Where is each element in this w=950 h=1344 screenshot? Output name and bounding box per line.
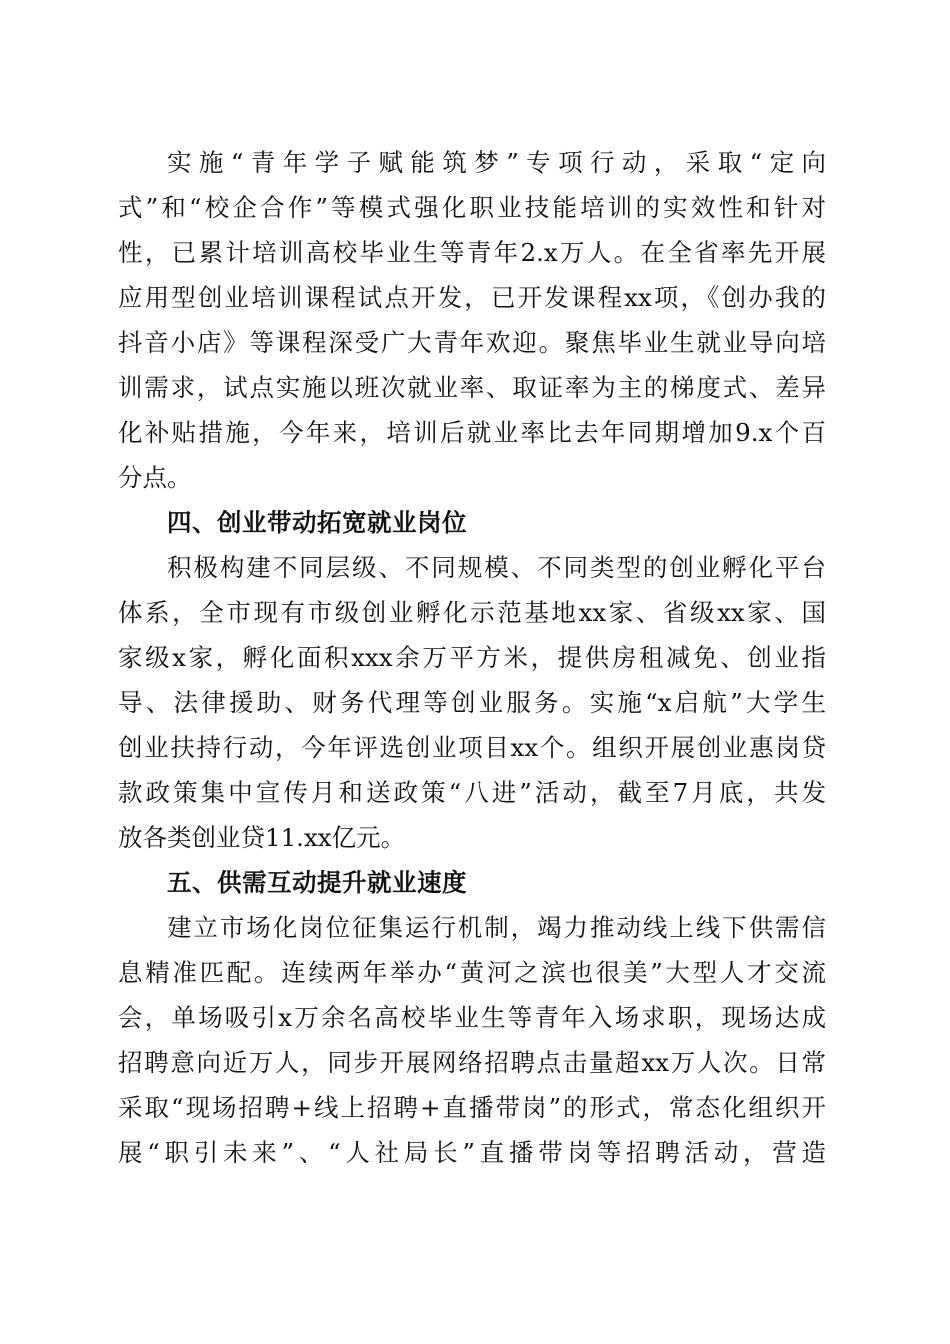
paragraph-line: 采取“现场招聘+线上招聘+直播带岗”的形式，常态化组织开 — [118, 1093, 826, 1122]
paragraph-line: 训需求，试点实施以班次就业率、取证率为主的梯度式、差异 — [118, 373, 826, 402]
paragraph-line: 应用型创业培训课程试点开发，已开发课程xx项，《创办我的 — [118, 283, 826, 312]
paragraph-line: 息精准匹配。连续两年举办“黄河之滨也很美”大型人才交流 — [118, 958, 826, 987]
section-heading-supply-demand: 五、供需互动提升就业速度 — [167, 868, 467, 897]
paragraph-line: 式”和“校企合作”等模式强化职业技能培训的实效性和针对 — [118, 193, 826, 222]
paragraph-line: 导、法律援助、财务代理等创业服务。实施“x启航”大学生 — [118, 688, 826, 717]
paragraph-line: 展“职引未来”、“人社局长”直播带岗等招聘活动，营造 — [118, 1138, 826, 1167]
paragraph-line: 款政策集中宣传月和送政策“八进”活动，截至7月底，共发 — [118, 778, 826, 807]
paragraph-line: 积极构建不同层级、不同规模、不同类型的创业孵化平台 — [167, 553, 826, 582]
section-heading-entrepreneurship: 四、创业带动拓宽就业岗位 — [167, 508, 467, 537]
paragraph-line: 建立市场化岗位征集运行机制，竭力推动线上线下供需信 — [167, 913, 826, 942]
paragraph-line: 抖音小店》等课程深受广大青年欢迎。聚焦毕业生就业导向培 — [118, 328, 826, 357]
paragraph-line: 体系，全市现有市级创业孵化示范基地xx家、省级xx家、国 — [118, 598, 826, 627]
document-page — [118, 140, 826, 1175]
paragraph-line: 招聘意向近万人，同步开展网络招聘点击量超xx万人次。日常 — [118, 1048, 826, 1077]
paragraph-supply-demand — [118, 905, 826, 1175]
paragraph-line: 家级x家，孵化面积xxx余万平方米，提供房租减免、创业指 — [118, 643, 826, 672]
paragraph-line: 实施“青年学子赋能筑梦”专项行动，采取“定向 — [167, 148, 826, 177]
paragraph-line: 会，单场吸引x万余名高校毕业生等青年入场求职，现场达成 — [118, 1003, 826, 1032]
paragraph-line: 性，已累计培训高校毕业生等青年2.x万人。在全省率先开展 — [118, 238, 826, 267]
paragraph-line: 放各类创业贷11.xx亿元。 — [118, 823, 406, 852]
paragraph-entrepreneurship — [118, 545, 826, 860]
paragraph-line: 化补贴措施，今年来，培训后就业率比去年同期增加9.x个百 — [118, 418, 826, 447]
paragraph-line: 创业扶持行动，今年评选创业项目xx个。组织开展创业惠岗贷 — [118, 733, 826, 762]
paragraph-line: 分点。 — [118, 463, 192, 492]
paragraph-youth-training — [118, 140, 826, 500]
